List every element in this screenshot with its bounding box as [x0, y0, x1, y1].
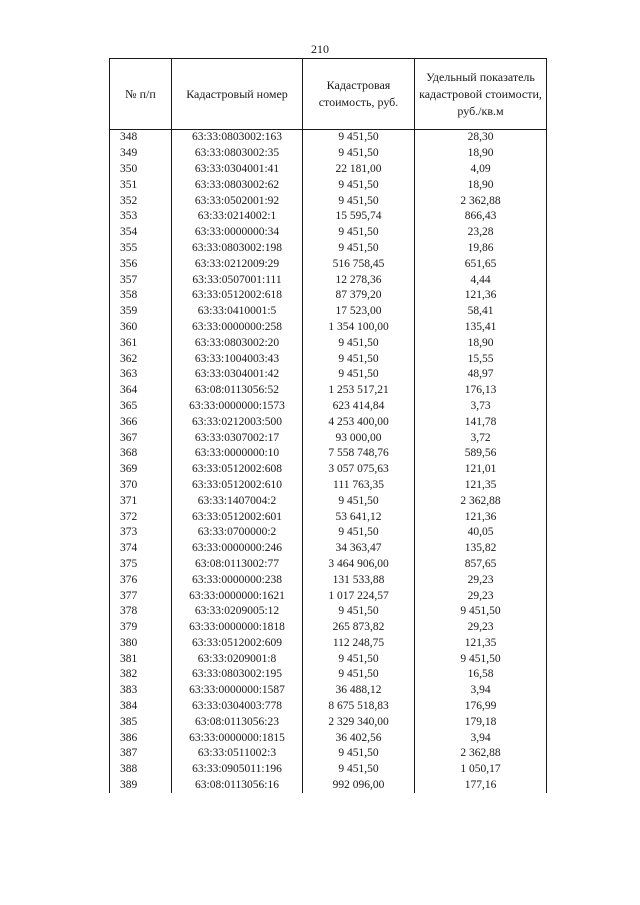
- row-number: 372: [110, 509, 172, 525]
- cadastral-number: 63:33:0700000:2: [172, 525, 303, 541]
- cadastral-value: 1 354 100,00: [303, 320, 415, 336]
- cadastral-value: 9 451,50: [303, 335, 415, 351]
- table-row: [110, 130, 547, 146]
- specific-index: 48,97: [415, 367, 547, 383]
- cadastral-number: 63:33:0000000:246: [172, 541, 303, 557]
- row-number: 363: [110, 367, 172, 383]
- row-number: 378: [110, 604, 172, 620]
- table-row: [110, 256, 547, 272]
- cadastral-value: 8 675 518,83: [303, 699, 415, 715]
- specific-index: 3,94: [415, 730, 547, 746]
- row-number: 350: [110, 162, 172, 178]
- cadastral-value: 1 017 224,57: [303, 588, 415, 604]
- table-row: [110, 162, 547, 178]
- cadastral-value: 9 451,50: [303, 241, 415, 257]
- cadastral-number: 63:33:0214002:1: [172, 209, 303, 225]
- cadastral-value: 9 451,50: [303, 604, 415, 620]
- cadastral-value: 9 451,50: [303, 225, 415, 241]
- cadastral-number: 63:33:0512002:610: [172, 478, 303, 494]
- row-number: 353: [110, 209, 172, 225]
- cadastral-number: 63:33:0000000:258: [172, 320, 303, 336]
- row-number: 379: [110, 620, 172, 636]
- row-number: 377: [110, 588, 172, 604]
- table-row: [110, 193, 547, 209]
- specific-index: 3,73: [415, 399, 547, 415]
- specific-index: 9 451,50: [415, 651, 547, 667]
- cadastral-value: 36 488,12: [303, 683, 415, 699]
- specific-index: 18,90: [415, 335, 547, 351]
- cadastral-value: 9 451,50: [303, 762, 415, 778]
- specific-index: 3,72: [415, 430, 547, 446]
- cadastral-number: 63:33:0000000:1587: [172, 683, 303, 699]
- cadastral-number: 63:33:0000000:238: [172, 572, 303, 588]
- row-number: 370: [110, 478, 172, 494]
- table-row: [110, 320, 547, 336]
- specific-index: 179,18: [415, 714, 547, 730]
- cadastral-value: 623 414,84: [303, 399, 415, 415]
- cadastral-value: 9 451,50: [303, 367, 415, 383]
- table-row: [110, 446, 547, 462]
- specific-index: 3,94: [415, 683, 547, 699]
- cadastral-table: [109, 58, 547, 793]
- cadastral-number: 63:33:0209005:12: [172, 604, 303, 620]
- specific-index: 177,16: [415, 778, 547, 794]
- cadastral-value: 9 451,50: [303, 651, 415, 667]
- cadastral-number: 63:33:0209001:8: [172, 651, 303, 667]
- specific-index: 18,90: [415, 146, 547, 162]
- specific-index: 176,99: [415, 699, 547, 715]
- specific-index: 2 362,88: [415, 193, 547, 209]
- cadastral-value: 9 451,50: [303, 130, 415, 146]
- cadastral-value: 265 873,82: [303, 620, 415, 636]
- cadastral-number: 63:33:0803002:20: [172, 335, 303, 351]
- cadastral-number: 63:33:0512002:608: [172, 462, 303, 478]
- cadastral-number: 63:33:1407004:2: [172, 493, 303, 509]
- table-row: [110, 399, 547, 415]
- specific-index: 1 050,17: [415, 762, 547, 778]
- table-row: [110, 177, 547, 193]
- cadastral-number: 63:33:0803002:62: [172, 177, 303, 193]
- specific-index: 29,23: [415, 572, 547, 588]
- table-row: [110, 414, 547, 430]
- table-row: [110, 304, 547, 320]
- table-row: [110, 430, 547, 446]
- specific-index: 121,35: [415, 636, 547, 652]
- cadastral-number: 63:33:0304001:42: [172, 367, 303, 383]
- row-number: 349: [110, 146, 172, 162]
- table-row: [110, 383, 547, 399]
- cadastral-number: 63:33:0212009:29: [172, 256, 303, 272]
- row-number: 354: [110, 225, 172, 241]
- row-number: 365: [110, 399, 172, 415]
- header-row: [110, 59, 547, 130]
- cadastral-value: 87 379,20: [303, 288, 415, 304]
- cadastral-value: 111 763,35: [303, 478, 415, 494]
- cadastral-value: 2 329 340,00: [303, 714, 415, 730]
- table-row: [110, 462, 547, 478]
- row-number: 364: [110, 383, 172, 399]
- specific-index: 29,23: [415, 588, 547, 604]
- cadastral-number: 63:33:0803002:198: [172, 241, 303, 257]
- cadastral-value: 112 248,75: [303, 636, 415, 652]
- cadastral-value: 7 558 748,76: [303, 446, 415, 462]
- table-row: [110, 683, 547, 699]
- table-row: [110, 572, 547, 588]
- specific-index: 4,44: [415, 272, 547, 288]
- table-row: [110, 272, 547, 288]
- row-number: 361: [110, 335, 172, 351]
- cadastral-number: 63:33:0307002:17: [172, 430, 303, 446]
- row-number: 352: [110, 193, 172, 209]
- header-number: № п/п: [110, 59, 172, 130]
- table-row: [110, 509, 547, 525]
- cadastral-value: 1 253 517,21: [303, 383, 415, 399]
- cadastral-number: 63:33:0000000:1621: [172, 588, 303, 604]
- row-number: 385: [110, 714, 172, 730]
- table-row: [110, 730, 547, 746]
- row-number: 358: [110, 288, 172, 304]
- specific-index: 40,05: [415, 525, 547, 541]
- cadastral-value: 9 451,50: [303, 525, 415, 541]
- table-row: [110, 667, 547, 683]
- row-number: 368: [110, 446, 172, 462]
- specific-index: 15,55: [415, 351, 547, 367]
- table-row: [110, 714, 547, 730]
- cadastral-number: 63:33:0502001:92: [172, 193, 303, 209]
- table-row: [110, 288, 547, 304]
- table-row: [110, 478, 547, 494]
- specific-index: 141,78: [415, 414, 547, 430]
- table-row: [110, 762, 547, 778]
- cadastral-value: 93 000,00: [303, 430, 415, 446]
- table-row: [110, 241, 547, 257]
- specific-index: 23,28: [415, 225, 547, 241]
- row-number: 355: [110, 241, 172, 257]
- table-row: [110, 778, 547, 794]
- cadastral-number: 63:33:0304003:778: [172, 699, 303, 715]
- table-row: [110, 146, 547, 162]
- specific-index: 857,65: [415, 557, 547, 573]
- cadastral-number: 63:33:0000000:1818: [172, 620, 303, 636]
- table-row: [110, 636, 547, 652]
- specific-index: 121,36: [415, 288, 547, 304]
- cadastral-value: 9 451,50: [303, 193, 415, 209]
- specific-index: 9 451,50: [415, 604, 547, 620]
- table-row: [110, 351, 547, 367]
- specific-index: 2 362,88: [415, 493, 547, 509]
- cadastral-value: 4 253 400,00: [303, 414, 415, 430]
- cadastral-value: 3 057 075,63: [303, 462, 415, 478]
- row-number: 374: [110, 541, 172, 557]
- row-number: 369: [110, 462, 172, 478]
- row-number: 366: [110, 414, 172, 430]
- specific-index: 2 362,88: [415, 746, 547, 762]
- row-number: 359: [110, 304, 172, 320]
- row-number: 387: [110, 746, 172, 762]
- row-number: 357: [110, 272, 172, 288]
- cadastral-number: 63:33:0512002:609: [172, 636, 303, 652]
- row-number: 384: [110, 699, 172, 715]
- specific-index: 16,58: [415, 667, 547, 683]
- cadastral-number: 63:33:0803002:195: [172, 667, 303, 683]
- row-number: 360: [110, 320, 172, 336]
- cadastral-value: 9 451,50: [303, 177, 415, 193]
- page-number: 210: [311, 42, 329, 56]
- cadastral-value: 12 278,36: [303, 272, 415, 288]
- cadastral-number: 63:33:0304001:41: [172, 162, 303, 178]
- cadastral-number: 63:08:0113056:52: [172, 383, 303, 399]
- cadastral-value: 17 523,00: [303, 304, 415, 320]
- cadastral-number: 63:33:0905011:196: [172, 762, 303, 778]
- row-number: 386: [110, 730, 172, 746]
- cadastral-number: 63:33:0000000:34: [172, 225, 303, 241]
- cadastral-value: 9 451,50: [303, 746, 415, 762]
- cadastral-number: 63:08:0113002:77: [172, 557, 303, 573]
- table-row: [110, 335, 547, 351]
- specific-index: 58,41: [415, 304, 547, 320]
- row-number: 351: [110, 177, 172, 193]
- table-row: [110, 651, 547, 667]
- specific-index: 29,23: [415, 620, 547, 636]
- specific-index: 121,35: [415, 478, 547, 494]
- table-row: [110, 541, 547, 557]
- specific-index: 121,36: [415, 509, 547, 525]
- table-row: [110, 588, 547, 604]
- row-number: 389: [110, 778, 172, 794]
- row-number: 383: [110, 683, 172, 699]
- specific-index: 28,30: [415, 130, 547, 146]
- cadastral-value: 22 181,00: [303, 162, 415, 178]
- specific-index: 651,65: [415, 256, 547, 272]
- cadastral-value: 9 451,50: [303, 351, 415, 367]
- specific-index: 589,56: [415, 446, 547, 462]
- specific-index: 121,01: [415, 462, 547, 478]
- specific-index: 4,09: [415, 162, 547, 178]
- table-row: [110, 367, 547, 383]
- row-number: 381: [110, 651, 172, 667]
- specific-index: 176,13: [415, 383, 547, 399]
- specific-index: 135,41: [415, 320, 547, 336]
- row-number: 375: [110, 557, 172, 573]
- row-number: 348: [110, 130, 172, 146]
- cadastral-number: 63:33:0410001:5: [172, 304, 303, 320]
- cadastral-number: 63:08:0113056:23: [172, 714, 303, 730]
- cadastral-number: 63:33:0000000:1815: [172, 730, 303, 746]
- row-number: 376: [110, 572, 172, 588]
- cadastral-value: 36 402,56: [303, 730, 415, 746]
- header-cadastral-number: Кадастровый номер: [172, 59, 303, 130]
- header-specific-index: Удельный показатель кадастровой стоимости, руб./кв.м: [415, 59, 547, 130]
- table-body: [110, 130, 547, 794]
- row-number: 388: [110, 762, 172, 778]
- table-row: [110, 209, 547, 225]
- cadastral-value: 516 758,45: [303, 256, 415, 272]
- cadastral-number: 63:33:0507001:111: [172, 272, 303, 288]
- specific-index: 18,90: [415, 177, 547, 193]
- cadastral-value: 131 533,88: [303, 572, 415, 588]
- header-cadastral-value: Кадастровая стоимость, руб.: [303, 59, 415, 130]
- table-row: [110, 493, 547, 509]
- row-number: 367: [110, 430, 172, 446]
- cadastral-number: 63:33:0000000:10: [172, 446, 303, 462]
- table-row: [110, 604, 547, 620]
- specific-index: 866,43: [415, 209, 547, 225]
- cadastral-value: 9 451,50: [303, 146, 415, 162]
- specific-index: 135,82: [415, 541, 547, 557]
- cadastral-number: 63:33:0212003:500: [172, 414, 303, 430]
- cadastral-number: 63:33:1004003:43: [172, 351, 303, 367]
- cadastral-number: 63:08:0113056:16: [172, 778, 303, 794]
- table-row: [110, 746, 547, 762]
- cadastral-value: 9 451,50: [303, 493, 415, 509]
- cadastral-number: 63:33:0511002:3: [172, 746, 303, 762]
- table-row: [110, 225, 547, 241]
- cadastral-value: 15 595,74: [303, 209, 415, 225]
- cadastral-value: 992 096,00: [303, 778, 415, 794]
- specific-index: 19,86: [415, 241, 547, 257]
- cadastral-value: 3 464 906,00: [303, 557, 415, 573]
- table-row: [110, 620, 547, 636]
- table-header: [110, 59, 547, 130]
- cadastral-number: 63:33:0000000:1573: [172, 399, 303, 415]
- row-number: 382: [110, 667, 172, 683]
- cadastral-number: 63:33:0512002:618: [172, 288, 303, 304]
- row-number: 356: [110, 256, 172, 272]
- table-row: [110, 525, 547, 541]
- table-row: [110, 557, 547, 573]
- cadastral-value: 53 641,12: [303, 509, 415, 525]
- cadastral-value: 34 363,47: [303, 541, 415, 557]
- cadastral-number: 63:33:0803002:35: [172, 146, 303, 162]
- cadastral-number: 63:33:0512002:601: [172, 509, 303, 525]
- cadastral-value: 9 451,50: [303, 667, 415, 683]
- row-number: 380: [110, 636, 172, 652]
- row-number: 373: [110, 525, 172, 541]
- row-number: 371: [110, 493, 172, 509]
- table-row: [110, 699, 547, 715]
- row-number: 362: [110, 351, 172, 367]
- cadastral-number: 63:33:0803002:163: [172, 130, 303, 146]
